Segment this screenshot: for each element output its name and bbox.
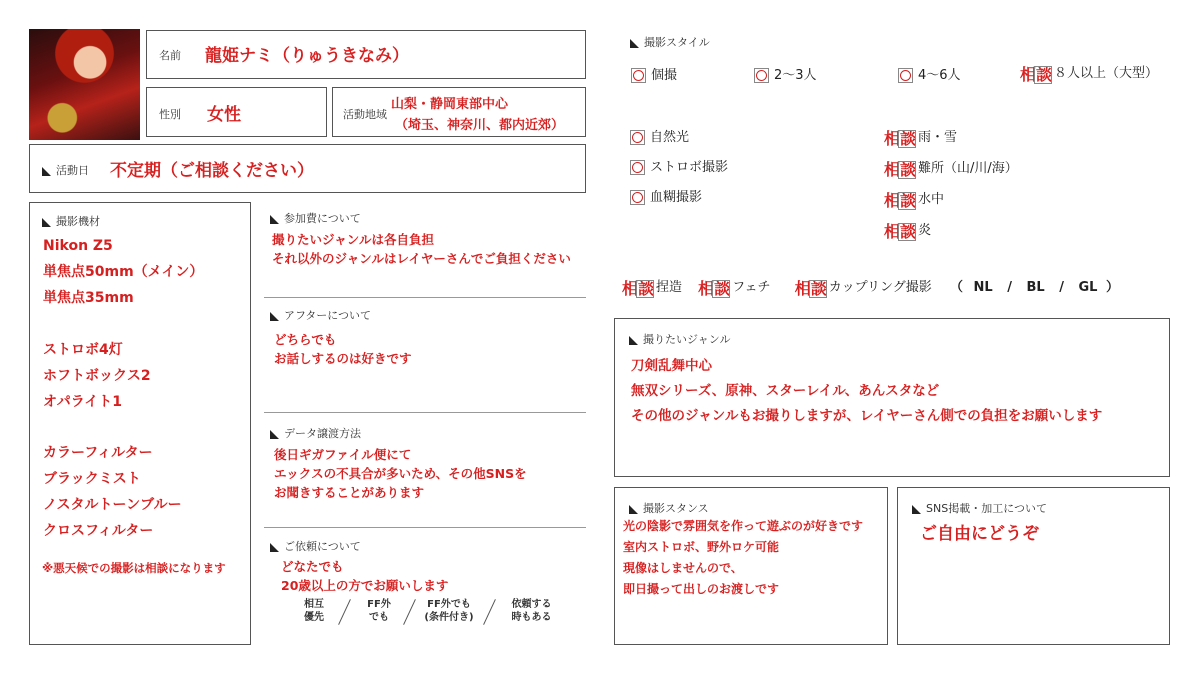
triangle-icon [912,505,921,514]
count-option-text: 個撮 [651,68,678,83]
consult-mark-text: 相談 [884,191,917,210]
stance-header [629,500,709,516]
circle-check-icon [630,190,645,205]
genre-header-text: 撮りたいジャンル [643,333,731,346]
consult-box [898,161,916,179]
consult-option [884,126,1018,157]
extra-options [622,276,1119,299]
after-header [270,307,371,323]
light-option [630,126,728,156]
equipment-header-text: 撮影機材 [56,215,100,228]
consult-box [898,130,916,148]
stance-header-text: 撮影スタンス [643,502,709,515]
consult-mark-text: 相談 [884,160,917,179]
request-option-line: 時もある [511,612,552,623]
days-value: 不定期（ご相談ください） [110,161,314,181]
divider [264,412,586,413]
consult-box [898,223,916,241]
style-header [630,34,710,50]
consult-option-text: 難所（山/川/海） [918,161,1018,176]
area-box [332,87,586,137]
consult-mark-text: 相談 [884,222,917,241]
circle-check-icon [631,68,646,83]
light-option [630,156,728,186]
equipment-item: ブラックミスト [43,471,141,487]
area-line-1: 山梨・静岡東部中心 [391,97,509,112]
count-option-8plus [1020,62,1158,85]
coupling-types [950,280,1119,295]
request-options [284,598,584,632]
light-option-text: 自然光 [650,130,690,145]
equipment-item: カラーフィルター [43,445,153,461]
consult-box [1034,66,1052,84]
slash-divider [338,599,351,625]
data-transfer-header-text: データ譲渡方法 [284,427,361,440]
consult-option [884,219,1018,250]
consult-mark [884,222,916,241]
consult-mark-text: 相談 [884,129,917,148]
genre-line: 無双シリーズ、原神、スターレイル、あんスタなど [631,383,940,399]
divider [264,527,586,528]
equipment-group-filter [43,440,182,544]
coupling-token: BL [1026,280,1045,295]
request-option-line: 依頼する [511,599,552,610]
count-option-solo [631,64,677,83]
count-option-text: 4〜6人 [918,68,961,83]
genre-content [631,354,1102,429]
days-label-wrap [42,162,89,178]
equipment-box [29,202,251,645]
coupling-token: NL [973,280,993,295]
days-label: 活動日 [56,164,89,177]
triangle-icon [270,215,279,224]
days-box [29,144,586,193]
equipment-header [42,213,100,229]
circle-check-icon [898,68,913,83]
data-transfer-line: エックスの不具合が多いため、その他SNSを [274,466,527,481]
stance-line: 現像はしませんので、 [623,561,743,575]
fee-header-text: 参加費について [284,212,361,225]
consult-mark [884,129,916,148]
consult-mark-text: 相談 [622,279,655,298]
area-line-2: （埼玉、神奈川、都内近郊） [395,118,565,133]
count-option-text: ８人以上（大型） [1054,66,1159,81]
consult-options [884,126,1018,250]
consult-box [712,280,730,298]
gender-label: 性別 [159,108,181,121]
slash-divider [403,599,416,625]
stance-line: 室内ストロボ、野外ロケ可能 [623,540,780,554]
equipment-item: ホフトボックス2 [43,368,151,384]
triangle-icon [42,167,51,176]
sns-header [912,500,1047,516]
light-options [630,126,728,216]
consult-box [809,280,827,298]
divider [264,297,586,298]
data-transfer-content [274,445,527,502]
consult-box [898,192,916,210]
genre-line: その他のジャンルもお撮りしますが、レイヤーさん側での負担をお願いします [631,408,1103,424]
light-option-text: ストロボ撮影 [650,160,729,175]
triangle-icon [629,505,638,514]
equipment-item: Nikon Z5 [43,238,113,254]
triangle-icon [630,39,639,48]
consult-option-text: 雨・雪 [918,130,958,145]
after-content [274,330,412,368]
request-option-line: 相互 [304,599,324,610]
after-line: どちらでも [274,332,337,347]
equipment-note: ※悪天候での撮影は相談になります [42,561,226,575]
triangle-icon [270,312,279,321]
name-label: 名前 [159,49,181,62]
data-transfer-line: お聞きすることがあります [274,485,425,500]
consult-mark [884,160,916,179]
coupling-token: GL [1078,280,1098,295]
request-content [281,557,448,595]
equipment-item: クロスフィルター [43,523,154,539]
profile-photo [29,29,140,140]
consult-mark-text: 相談 [794,279,827,298]
request-option-line: 優先 [304,612,324,623]
genre-header [629,331,731,347]
sns-header-text: SNS掲載・加工について [926,502,1047,515]
request-option [419,598,479,624]
light-option-text: 血糊撮影 [650,190,703,205]
genre-box [614,318,1170,477]
consult-mark-text: 相談 [698,279,731,298]
equipment-item: 単焦点50mm（メイン） [43,264,204,280]
consult-option-text: 炎 [918,223,932,238]
area-label: 活動地域 [343,108,387,121]
request-header-text: ご依頼について [284,540,361,553]
circle-check-icon [630,130,645,145]
coupling-token: / [1007,280,1012,295]
request-option [294,598,334,624]
fee-content [272,230,571,268]
request-option-line: (条件付き) [424,612,474,623]
sns-box [897,487,1170,645]
sns-value: ご自由にどうぞ [920,524,1039,544]
request-option [359,598,399,624]
genre-line: 刀剣乱舞中心 [631,358,712,374]
consult-option-text: 水中 [918,192,945,207]
stance-line: 即日撮って出しのお渡しです [623,582,780,596]
triangle-icon [270,430,279,439]
count-option-4-6 [898,64,961,83]
request-header [270,538,361,554]
request-line: どなたでも [281,559,344,574]
consult-mark [884,191,916,210]
consult-mark [1020,65,1052,84]
coupling-token: ） [1105,280,1119,295]
name-value: 龍姫ナミ（りゅうきなみ） [205,46,409,66]
equipment-item: ノスタルトーンブルー [43,497,182,513]
coupling-token: （ [949,280,963,295]
fee-line: 撮りたいジャンルは各自負担 [272,232,434,247]
circle-check-icon [630,160,645,175]
circle-check-icon [754,68,769,83]
coupling-token: / [1059,280,1064,295]
request-option-line: FF外でも [427,599,471,610]
extra-option-text: カップリング撮影 [828,280,932,295]
consult-box [636,280,654,298]
extra-option-text: 捏造 [656,280,683,295]
equipment-item: ストロボ4灯 [43,342,123,358]
extra-option-text: フェチ [732,280,771,295]
data-transfer-line: 後日ギガファイル便にて [274,447,412,462]
name-box [146,30,586,79]
request-option-line: でも [369,612,389,623]
count-option-2-3 [754,64,817,83]
gender-value: 女性 [207,105,241,125]
fee-line: それ以外のジャンルはレイヤーさんでご負担ください [272,251,571,266]
middle-column [264,202,586,645]
consult-mark [622,279,654,298]
stance-box [614,487,888,645]
after-header-text: アフターについて [284,309,372,322]
after-line: お話しするのは好きです [274,351,412,366]
consult-mark [795,279,827,298]
equipment-group-strobe [43,337,151,415]
equipment-item: オパライト1 [43,394,123,410]
fee-header [270,210,361,226]
consult-mark [698,279,730,298]
data-transfer-header [270,425,361,441]
request-line: 20歳以上の方でお願いします [281,578,449,593]
request-option-line: FF外 [367,599,391,610]
equipment-group-camera [43,233,203,311]
style-header-text: 撮影スタイル [644,36,710,49]
request-option [504,598,559,624]
stance-line: 光の陰影で雰囲気を作って遊ぶのが好きです [623,519,864,533]
light-option [630,186,728,216]
equipment-item: 単焦点35mm [43,290,134,306]
triangle-icon [629,336,638,345]
stance-content [623,516,863,600]
gender-box [146,87,327,137]
count-option-text: 2〜3人 [774,68,817,83]
triangle-icon [42,218,51,227]
consult-option [884,188,1018,219]
consult-option [884,157,1018,188]
triangle-icon [270,543,279,552]
slash-divider [483,599,496,625]
consult-mark-text: 相談 [1020,65,1053,84]
